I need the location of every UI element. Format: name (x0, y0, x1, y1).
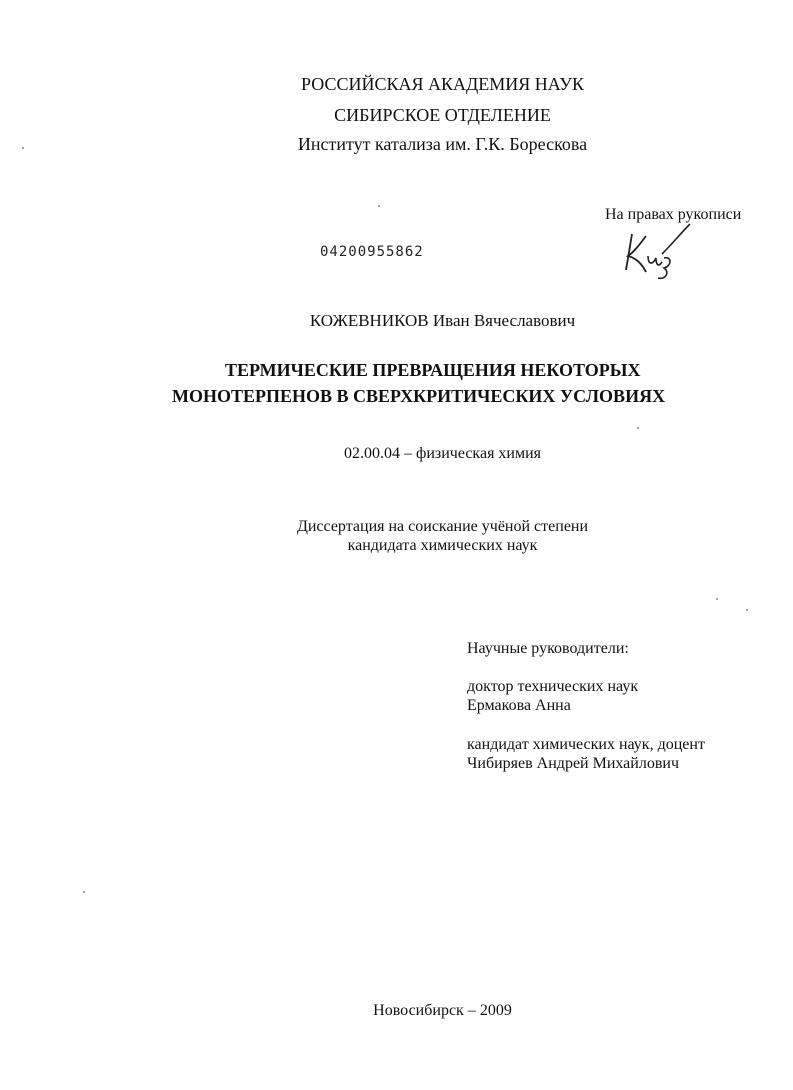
degree-line-2: кандидата химических наук (347, 537, 538, 554)
supervisor-1-name: Ермакова Анна (467, 697, 571, 714)
author-name: КОЖЕВНИКОВ Иван Вячеславович (309, 311, 576, 330)
handwritten-signature (618, 222, 694, 280)
scan-speck (746, 609, 748, 611)
supervisor-1-degree: доктор технических наук (467, 678, 639, 695)
city-year: Новосибирск – 2009 (373, 1002, 512, 1019)
supervisor-2-degree: кандидат химических наук, доцент (467, 736, 705, 753)
scan-speck (83, 891, 85, 893)
academy-name: РОССИЙСКАЯ АКАДЕМИЯ НАУК (301, 74, 584, 94)
supervisor-2-name: Чибиряев Андрей Михайлович (467, 755, 679, 772)
dissertation-title-line-2: МОНОТЕРПЕНОВ В СВЕРХКРИТИЧЕСКИХ УСЛОВИЯХ (172, 386, 666, 406)
scan-speck (716, 598, 718, 600)
specialty-code: 02.00.04 – физическая химия (343, 445, 542, 462)
degree-line-1: Диссертация на соискание учёной степени (296, 518, 589, 535)
scan-speck (22, 147, 24, 149)
supervisors-heading: Научные руководители: (467, 640, 629, 657)
manuscript-rights-note: На правах рукописи (605, 206, 742, 223)
branch-name: СИБИРСКОЕ ОТДЕЛЕНИЕ (334, 105, 551, 125)
dissertation-title-line-1: ТЕРМИЧЕСКИЕ ПРЕВРАЩЕНИЯ НЕКОТОРЫХ (225, 360, 641, 380)
catalog-number: 04200955862 (320, 244, 424, 260)
scan-speck (378, 205, 380, 207)
institute-name: Институт катализа им. Г.К. Борескова (297, 134, 588, 154)
scan-speck (637, 427, 639, 429)
